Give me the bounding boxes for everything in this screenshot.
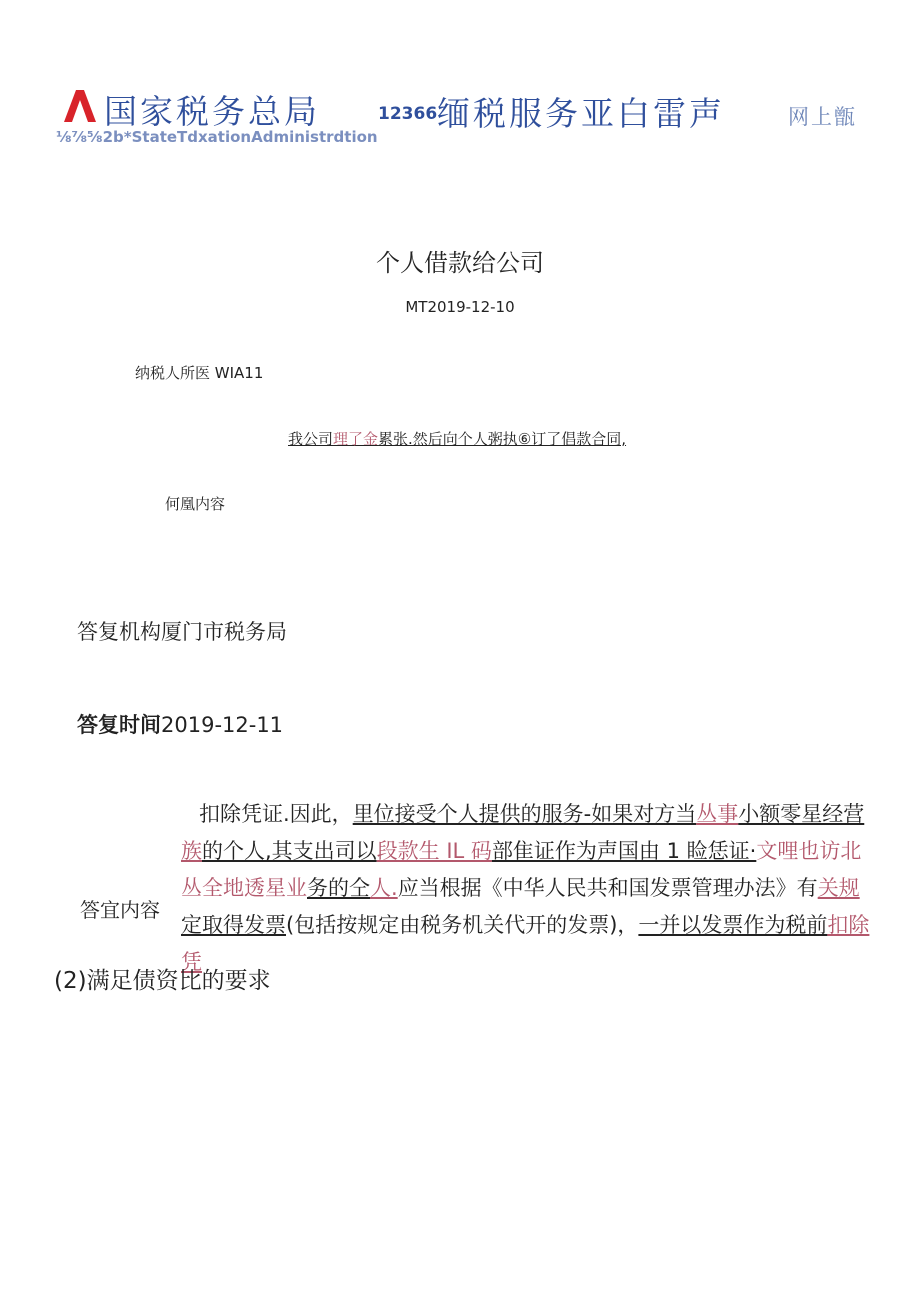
answer-segment: 部隹证作为声国由 1 睑恁证· — [491, 839, 757, 863]
answer-highlight: 段款生 IL 码 — [376, 839, 492, 863]
answer-highlight: 文哩也访北丛全地透星业 — [181, 839, 862, 900]
answer-agency: 答复机构厦门市税务局 — [77, 620, 287, 644]
answer-highlight: 丛事 — [696, 802, 739, 826]
answer-segment: 一并以发票作为税前 — [638, 913, 828, 937]
question-label: 何凰内容 — [165, 495, 226, 513]
document-title: 个人借款给公司 — [376, 249, 544, 277]
question-part: 累张.然后向个人粥执⑥订了倡款合同, — [378, 430, 627, 448]
question-text — [288, 428, 626, 449]
answer-highlight: 人. — [370, 876, 398, 900]
answer-time — [77, 709, 283, 739]
answer-highlight: 扣除凭 — [181, 913, 870, 974]
answer-highlight: 族 — [181, 839, 202, 863]
answer-label: 答宜内容 — [80, 898, 160, 922]
brand-english-name: ⅛⅞⅝2b*StateTdxationAdministrdtion — [56, 128, 378, 146]
question-part: 我公司 — [288, 430, 334, 448]
online-link[interactable]: 网上甑 — [788, 105, 857, 129]
answer-segment: 务的仝 — [307, 876, 370, 900]
answer-segment: 定取得发票 — [181, 913, 286, 937]
document-date: MT2019-12-10 — [405, 298, 515, 316]
question-highlight: 理了金 — [333, 430, 379, 448]
answer-segment: (包括按规定由税务机关代开的发票)， — [286, 913, 639, 937]
hotline-text: 缅税服务亚白雷声 — [437, 94, 725, 133]
answer-segment: 应当根据《中华人民共和国发票管理办法》有 — [397, 876, 818, 900]
section-heading: (2)满足债资比的要求 — [54, 968, 271, 994]
answer-segment: 的个人,其支出司以 — [202, 839, 377, 863]
answer-segment: 小额零星经营 — [738, 802, 865, 826]
answer-segment: 里位接受个人提供的服务-如果对方当 — [352, 802, 697, 826]
answer-content — [181, 796, 873, 981]
answer-time-label: 答复时间 — [77, 713, 161, 737]
answer-time-value: 2019-12-11 — [161, 713, 284, 737]
taxpayer-label: 纳税人所医 WIA11 — [135, 364, 264, 382]
tax-bureau-logo-icon — [62, 88, 98, 124]
hotline-number: 12366 — [378, 104, 438, 124]
answer-segment: 扣除凭证.因此， — [199, 802, 353, 826]
brand-title: 国家税务总局 — [104, 92, 320, 131]
answer-highlight: 关规 — [817, 876, 860, 900]
